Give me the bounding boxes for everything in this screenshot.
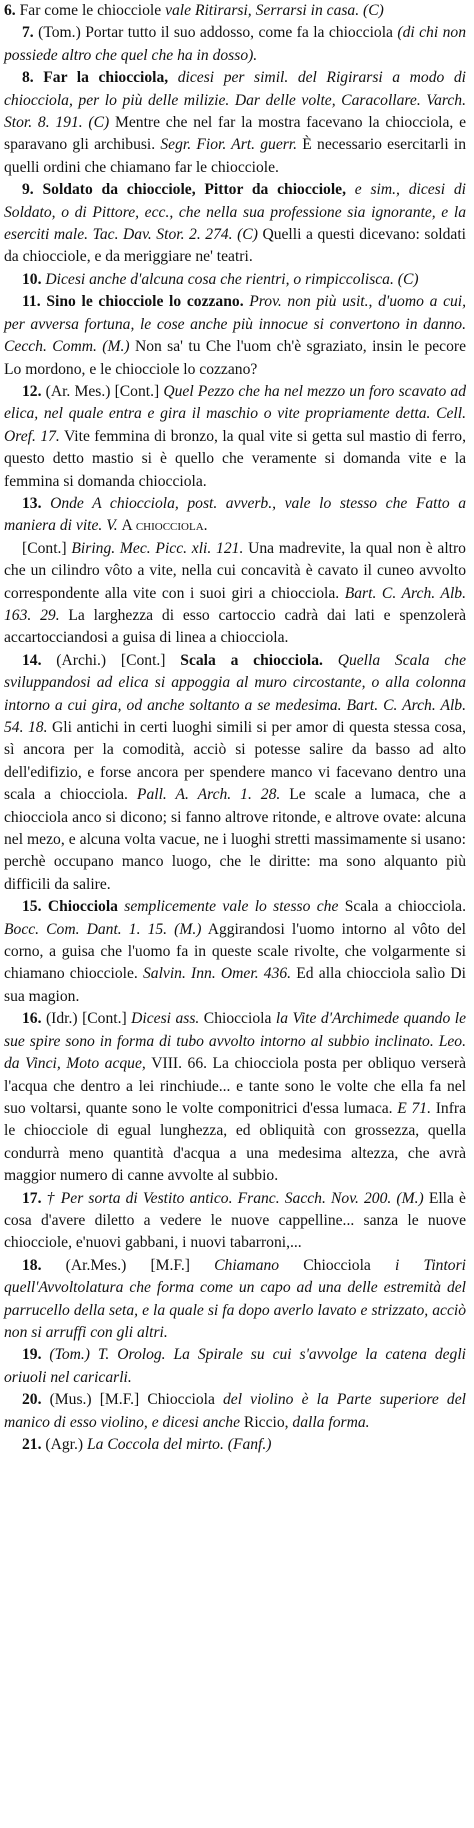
entry-text: Gli antichi in certi luoghi simili si per amor di questa stessa cosa, sì ancora per la comodità, acciò si potesse salire da basso ad alto dell'edifizio, e forse ancora per spendere manco vi facevano dentro una scala a chiocciola. [4, 719, 466, 804]
entry-text: † Per sorta di Vestito antico. Franc. Sacch. Nov. 200. (M.) [46, 1189, 424, 1207]
entry-text: Segr. Fior. Art. guerr. [155, 136, 298, 154]
entry-text: dalla forma. [288, 1413, 370, 1431]
entry-number: 19. [22, 1346, 50, 1364]
entry-text: VIII. 66. La chiocciola posta per obliquo verserà l'acqua che dentro a lei rinchiude... e tante sono le volte che ella fa nel suo voltarsi, quante sono le volte componitrici d'essa lumaca. [4, 1055, 466, 1117]
entry-text: Chiocciola [47, 898, 118, 916]
dictionary-entry [4, 1188, 466, 1255]
dictionary-entry [4, 67, 466, 179]
entry-text: Dar delle volte, Caracollare. [229, 91, 421, 109]
dictionary-entry [4, 1434, 466, 1456]
entry-text: Sino le chiocciole lo cozzano. [46, 293, 244, 311]
entry-text: Onde A chiocciola, [50, 494, 179, 512]
entry-text: semplicemente vale lo stesso che [117, 898, 339, 916]
entry-text: Ed alla chiocciola salìo Di sua magion. [4, 965, 466, 1005]
entry-text: Scala a chiocciola. [180, 651, 323, 669]
dictionary-entry [4, 896, 466, 1008]
entry-text: la Vite d'Archimede quando le sue spire sono in forma di tubo avvolto intorno al subbio inclinato. Leo. da Vinci, Moto acque, [4, 1010, 467, 1073]
entry-text: Dicesi ass. [126, 1010, 200, 1028]
dictionary-entry [4, 381, 466, 493]
entry-text: Prov. non più usit., d'uomo a cui, per avversa fortuna, le cose anche più innocue si convertono in danno. Cecch. Comm. (M.) [4, 293, 467, 356]
entry-number: 7. [22, 24, 39, 42]
entry-number: 13. [22, 494, 51, 512]
entry-text: Scala a chiocciola. [338, 898, 466, 916]
entry-number: 20. [22, 1391, 50, 1409]
entry-text: Mentre che nel far la mostra facevano la chiocciola, e sparavano gli archibusi. [4, 114, 467, 154]
entry-text: del violino è la Parte superiore del manico di esso violino, e dicesi anche [4, 1391, 466, 1431]
entry-text: (Tom.) Portar tutto il suo addosso, come fa la chiocciola [38, 24, 393, 42]
dictionary-entry [4, 269, 466, 291]
entry-text: (di chi non possiede altro che quel che ha in dosso). [4, 24, 466, 64]
entry-text: Chiocciola [199, 1010, 272, 1028]
dictionary-entry [4, 1344, 466, 1389]
entry-text: Far la chiocciola, [43, 69, 169, 87]
entry-text: Chiocciola [147, 1391, 215, 1409]
entry-text: Soldato da chiocciole, Pittor da chiocciole, [42, 181, 346, 199]
entry-text: Ella è cosa d'avere diletto a vedere le nuove cappelline... sanza le nuove chiocciole, e'nuovi gabbani, i nuovi tabarroni,... [4, 1189, 466, 1252]
entry-text: (Tom.) T. Orolog. La Spirale su cui s'avvolge la catena degli oriuoli nel caricarli. [4, 1346, 466, 1386]
entry-text: Far come le chiocciole [19, 2, 162, 19]
entry-text: (Idr.) [Cont.] [45, 1010, 127, 1028]
entry-text: post. avverb., vale lo stesso che Fatto a maniera di vite. V. [4, 494, 466, 535]
entry-text: Varch. Stor. 8. 191. (C) [4, 91, 466, 132]
dictionary-entry [4, 1255, 466, 1345]
entry-text: Dicesi anche d'alcuna cosa che rientri, o rimpiccolisca. (C) [45, 270, 419, 288]
dictionary-entry [4, 538, 466, 650]
entry-text: vale Ritirarsi, Serrarsi in casa. (C) [161, 2, 384, 19]
entry-text: Bart. C. Arch. Alb. 163. 29. [4, 584, 466, 624]
entry-number: 8. [22, 69, 44, 87]
entry-number: 14. [22, 651, 57, 669]
dictionary-entry [4, 179, 466, 269]
entry-text: E 71. [392, 1099, 431, 1117]
entry-number: 11. [22, 293, 47, 311]
entry-text: Vite femmina di bronzo, la qual vite si getta sul mastio di ferro, questo detto mastio si è quello che veramente si domanda vite e la femmina si domanda chiocciola. [4, 427, 467, 490]
entry-number: 16. [22, 1010, 46, 1028]
entry-text: Bocc. Com. Dant. 1. 15. (M.) [4, 920, 202, 938]
entry-number: 15. [22, 898, 48, 916]
entry-text: Biring. Mec. Picc. xli. 121. [71, 539, 244, 557]
entry-text: È necessario esercitarli in quelli ordini che chiamano far le chiocciole. [4, 136, 466, 176]
entry-number: 17. [22, 1189, 47, 1207]
entry-text: La Coccola del mirto. (Fanf.) [83, 1436, 272, 1453]
entry-text: La larghezza di esso cartoccio cadrà dai lati e spenzolerà accartocciandosi a guisa di linea a chiocciola. [4, 606, 466, 647]
entry-text: Una madrevite, la qual non è altro che un cilindro vôto a vite, nella cui concavità è cavato il cuneo avvolto correspondente alla vite con i suoi giri a chiocciola. [4, 539, 466, 602]
dictionary-entry [4, 1389, 466, 1434]
entry-text: (Mus.) [M.F.] [49, 1391, 148, 1409]
entry-number: 10. [22, 270, 46, 288]
entry-text: e sim., dicesi di Soldato, o di Pittore, ecc., che nella sua professione sia ignorante, e la eserciti male. Tac. Dav. Stor. 2. 274. (C) [4, 181, 466, 244]
entry-text: Riccio, [240, 1413, 289, 1431]
entry-number: 9. [22, 181, 43, 199]
entry-text: [Cont.] [22, 539, 72, 557]
dictionary-entry [4, 0, 466, 22]
entry-number: 12. [22, 382, 46, 400]
entry-text: Salvin. Inn. Omer. 436. [137, 965, 292, 983]
entry-text: dicesi per simil. del Rigirarsi a modo di chiocciola, per lo più delle milizie. [4, 69, 466, 109]
entry-number: 18. [22, 1256, 66, 1274]
entry-text: (Ar. Mes.) [Cont.] [45, 382, 160, 400]
dictionary-entry [4, 1008, 466, 1187]
entry-text: Infra le chiocciole di egual lunghezza, ed obliquità con grossezza, quella condurrà meno quantità d'acqua a una medesima altezza, che avrà maggior numero di canne avvolte al subbio. [4, 1099, 466, 1185]
dictionary-entry [4, 291, 466, 381]
entry-text: (Ar.Mes.) [M.F.] [65, 1256, 215, 1274]
entry-text: (Archi.) [Cont.] [56, 651, 181, 669]
dictionary-entry [4, 22, 466, 67]
entry-number: 21. [22, 1436, 46, 1453]
entry-text: Chiocciola [279, 1256, 371, 1274]
entry-text: Non sa' tu Che l'uom ch'è sgraziato, insin le pecore Lo mordono, e le chiocciole lo cozzano? [4, 338, 466, 378]
entry-text: Le scale a lumaca, che a chiocciola anco si dicono; si fanno altrove ritonde, e altrove ovate: alcuna nel mezo, e alcuna volta vacue, ne i luoghi stretti massimamente si usano: perchè occupano manco luogo, che le diritte: ma sono alquanto più difficili da salire. [4, 786, 467, 893]
entry-number: 6. [4, 2, 20, 19]
entry-text: Aggirandosi l'uomo intorno al vôto del corno, a guisa che l'uomo fa in queste scale rivolte, che volgarmente si chiamano chiocciole. [4, 920, 466, 983]
entry-text: Quelli a questi dicevano: soldati da chiocciole, e da meriggiare ne' teatri. [4, 226, 466, 266]
dictionary-entry [4, 650, 466, 896]
entry-text: Chiamano [214, 1256, 280, 1274]
entry-text: A chiocciola. [121, 517, 208, 535]
entry-text: Quella Scala che sviluppandosi ad elica si appoggia al muro circostante, o alla colonna intorno a cui gira, od anche soltanto a se medesima. Bart. C. Arch. Alb. 54. 18. [4, 651, 467, 736]
entry-text: Pall. A. Arch. 1. 28. [127, 786, 281, 804]
entry-text: (Agr.) [45, 1436, 84, 1453]
entry-text: Quel Pezzo che ha nel mezzo un foro scavato ad elica, nel quale entra e gira il maschio o vite propriamente detta. Cell. Oref. 17. [4, 382, 466, 445]
dictionary-entry [4, 493, 466, 538]
entry-text: i Tintori quell'Avvoltolatura che forma come un capo ad una delle estremità del parrucello della seta, e la quale si fa dopo averlo lavato e strizzato, acciò non si arruffi con gli altri. [4, 1256, 466, 1341]
